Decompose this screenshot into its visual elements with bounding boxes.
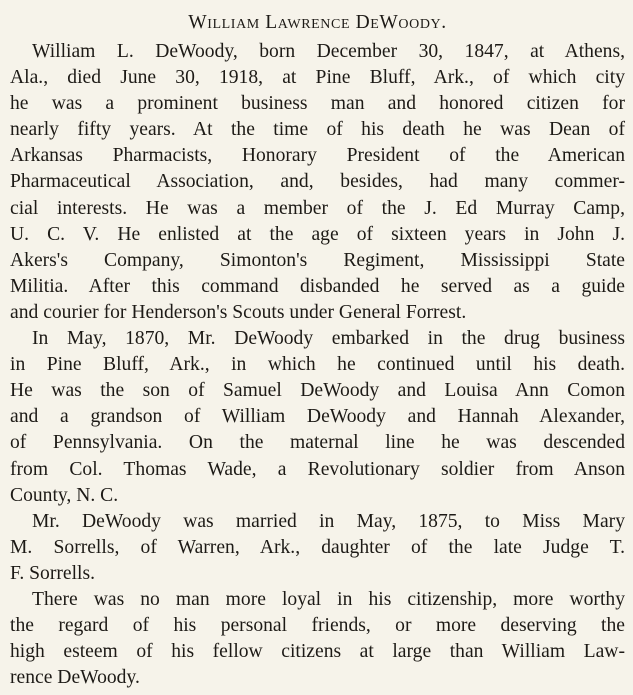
paragraph	[10, 39, 625, 326]
text-line: Militia. After this command disbanded he served as a guide	[10, 275, 625, 297]
text-line: Ala., died June 30, 1918, at Pine Bluff, Ark., of which city	[10, 67, 625, 89]
text-line: in Pine Bluff, Ark., in which he continued until his death.	[10, 354, 625, 376]
text-line: Mr. DeWoody was married in May, 1875, to Miss Mary	[32, 510, 625, 532]
text-line: M. Sorrells, of Warren, Ark., daughter of the late Judge T.	[10, 536, 625, 558]
text-line: In May, 1870, Mr. DeWoody embarked in the drug business	[32, 328, 625, 350]
text-line: nearly fifty years. At the time of his death he was Dean of	[10, 119, 625, 141]
text-line: Pharmaceutical Association, and, besides, had many commer-	[10, 171, 625, 193]
text-line: F. Sorrells.	[10, 562, 95, 584]
paragraph	[10, 587, 625, 691]
paragraph	[10, 509, 625, 587]
text-line: There was no man more loyal in his citizenship, more worthy	[32, 588, 625, 610]
page-title: William Lawrence DeWoody.	[188, 12, 447, 33]
text-line: of Pennsylvania. On the maternal line he was descended	[10, 432, 625, 454]
text-line: rence DeWoody.	[10, 667, 140, 689]
text-line: the regard of his personal friends, or more deserving the	[10, 615, 625, 637]
text-line: He was the son of Samuel DeWoody and Louisa Ann Comon	[10, 380, 625, 402]
text-line: and a grandson of William DeWoody and Hannah Alexander,	[10, 406, 625, 428]
document-body	[10, 39, 625, 691]
text-line: U. C. V. He enlisted at the age of sixteen years in John J.	[10, 223, 625, 245]
text-line: County, N. C.	[10, 484, 119, 506]
paragraph	[10, 326, 625, 509]
text-line: cial interests. He was a member of the J. Ed Murray Camp,	[10, 197, 625, 219]
text-line: William L. DeWoody, born December 30, 1847, at Athens,	[32, 41, 625, 62]
text-line: Akers's Company, Simonton's Regiment, Mississippi State	[10, 249, 625, 271]
text-line: from Col. Thomas Wade, a Revolutionary soldier from Anson	[10, 458, 625, 480]
text-line: high esteem of his fellow citizens at large than William Law-	[10, 641, 625, 663]
text-line: Arkansas Pharmacists, Honorary President of the American	[10, 145, 625, 167]
text-line: he was a prominent business man and honored citizen for	[10, 93, 625, 115]
text-line: and courier for Henderson's Scouts under General Forrest.	[10, 301, 467, 323]
